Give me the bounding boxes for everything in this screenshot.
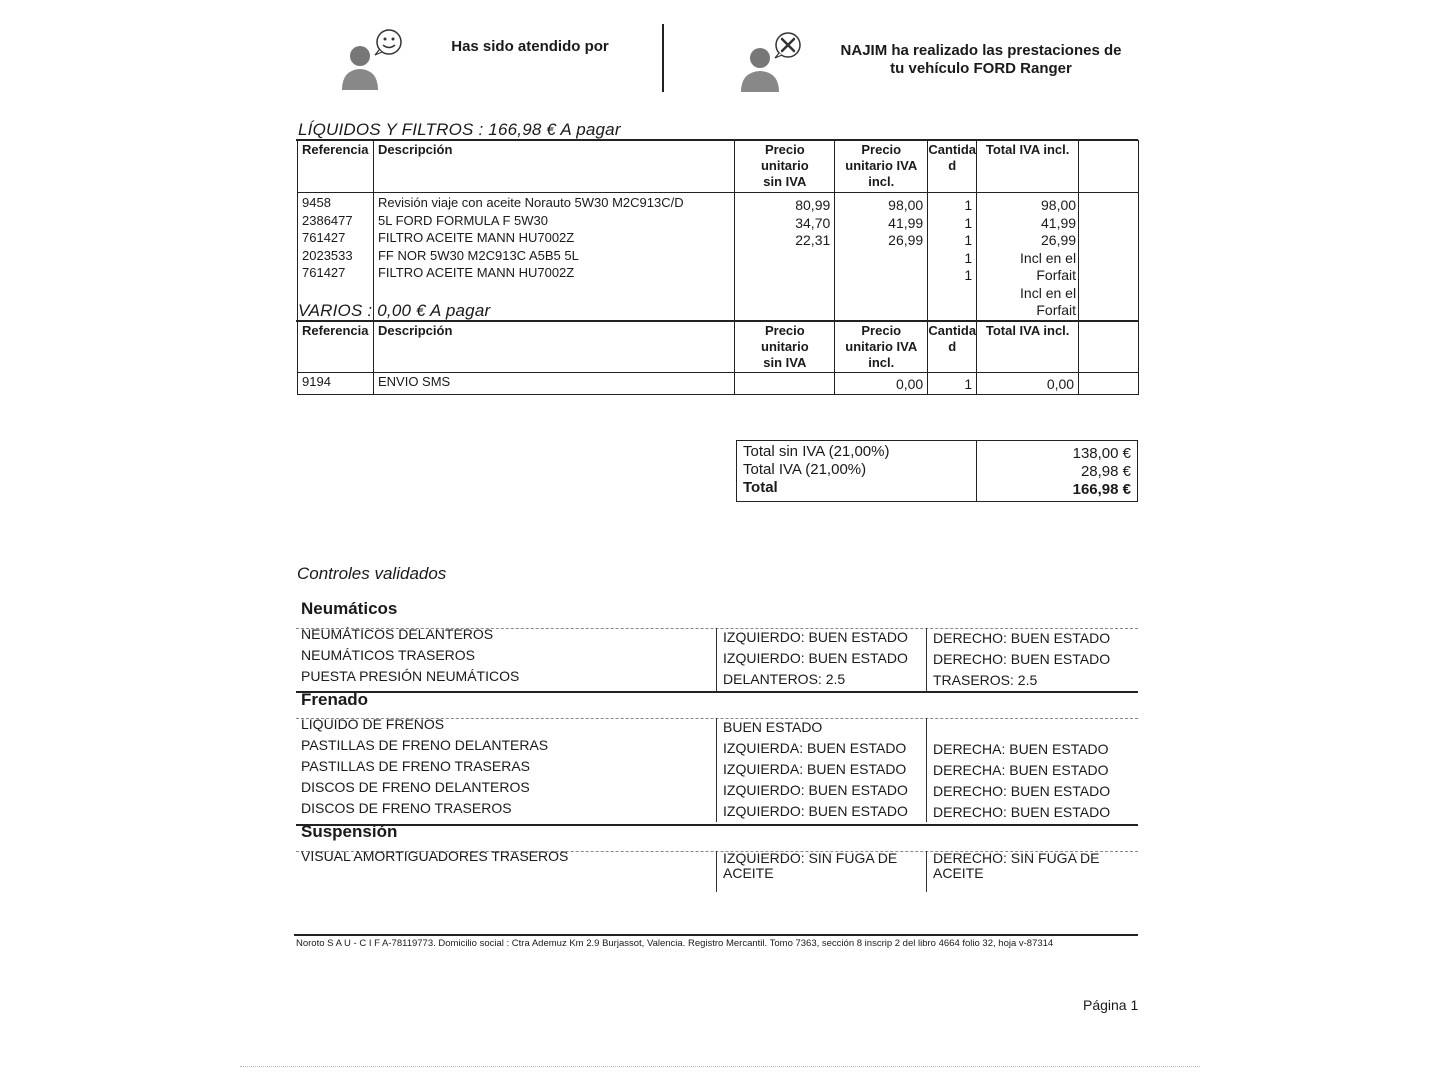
table-cell: ENVIO SMS xyxy=(373,373,734,395)
col-referencia: Referencia xyxy=(298,141,374,193)
col-precio-iva-l3: incl. xyxy=(868,174,895,189)
col-precio-iva-l1: Precio xyxy=(861,323,902,338)
varios-table xyxy=(297,321,1139,395)
control-row-left: IZQUIERDO: BUEN ESTADO xyxy=(723,629,908,645)
control-row-label: VISUAL AMORTIGUADORES TRASEROS xyxy=(301,848,569,864)
control-row-left-line1: IZQUIERDO: SIN FUGA DE xyxy=(723,850,898,866)
control-row-right xyxy=(933,851,1099,881)
table-cell: 9194 xyxy=(298,373,374,395)
header-divider xyxy=(662,24,664,92)
control-row-right: DERECHO: BUEN ESTADO xyxy=(933,804,1111,820)
control-row-label: DISCOS DE FRENO TRASEROS xyxy=(301,800,512,816)
total-sin-iva-value: 138,00 € xyxy=(1072,445,1131,462)
col-precio-iva-l2: unitario IVA xyxy=(845,158,918,173)
table-cell: 41,99 xyxy=(888,214,924,231)
col-empty xyxy=(1079,141,1139,193)
control-row-right: DERECHO: BUEN ESTADO xyxy=(933,630,1111,646)
col-descripcion: Descripción xyxy=(373,322,734,373)
control-row-left xyxy=(723,851,897,881)
total-iva-value: 28,98 € xyxy=(1080,463,1131,480)
column-divider xyxy=(716,851,717,892)
col-precio-iva-l3: incl. xyxy=(868,355,895,370)
table-cell: 9458 xyxy=(302,195,331,210)
col-precio-sin-iva-l2: sin IVA xyxy=(763,355,807,370)
col-cantidad xyxy=(928,322,977,373)
control-row-right: DERECHA: BUEN ESTADO xyxy=(933,741,1109,757)
control-row-right: DERECHO: BUEN ESTADO xyxy=(933,783,1111,799)
table-cell: 2023533 xyxy=(302,247,353,263)
service-text xyxy=(834,42,1128,78)
col-precio-iva-incl xyxy=(835,141,928,193)
service-text-line1: NAJIM ha realizado las prestaciones de xyxy=(840,42,1122,59)
col-cantidad-l2: d xyxy=(948,339,957,354)
control-row-left: IZQUIERDO: BUEN ESTADO xyxy=(723,782,908,798)
table-cell: FILTRO ACEITE MANN HU7002Z xyxy=(377,265,575,280)
table-cell: Incl en el Forfait xyxy=(1020,249,1077,283)
column-divider xyxy=(926,718,927,822)
control-row-right: TRASEROS: 2.5 xyxy=(933,672,1038,688)
column-divider xyxy=(926,628,927,691)
table-cell: 26,99 xyxy=(888,232,924,248)
control-row-right-line1: DERECHO: SIN FUGA DE xyxy=(933,850,1100,866)
table-cell: 34,70 xyxy=(795,214,831,231)
col-precio-sin-iva xyxy=(735,322,835,373)
table-cell: 1 xyxy=(964,267,973,283)
liquidos-cant-cell xyxy=(928,193,977,322)
table-cell: 0,00 xyxy=(977,373,1079,395)
control-row-right: DERECHO: BUEN ESTADO xyxy=(933,651,1111,667)
group-suspension-title: Suspensión xyxy=(301,822,398,841)
col-precio-sin-iva xyxy=(735,141,835,193)
liquidos-pu-sin-cell xyxy=(735,193,835,322)
total-value: 166,98 € xyxy=(1072,481,1131,498)
control-row-label: PASTILLAS DE FRENO DELANTERAS xyxy=(301,737,549,753)
footer-separator xyxy=(294,934,1138,936)
mechanic-person-icon xyxy=(736,28,806,94)
table-cell: 80,99 xyxy=(795,197,831,213)
table-cell xyxy=(1079,373,1139,395)
varios-title: VARIOS : 0,00 € A pagar xyxy=(298,301,491,320)
control-row-label: NEUMÁTICOS TRASEROS xyxy=(301,647,475,663)
control-row-left: IZQUIERDO: BUEN ESTADO xyxy=(723,803,908,819)
control-row-left-line2: ACEITE xyxy=(723,865,774,881)
control-row-label: NEUMÁTICOS DELANTEROS xyxy=(301,626,494,642)
table-cell: 761427 xyxy=(302,265,346,280)
control-row-label: LIQUIDO DE FRENOS xyxy=(301,716,445,732)
control-row-left: IZQUIERDO: BUEN ESTADO xyxy=(723,650,908,666)
control-row-label: PUESTA PRESIÓN NEUMÁTICOS xyxy=(301,668,520,684)
totals-values xyxy=(977,441,1138,502)
control-row-right: DERECHA: BUEN ESTADO xyxy=(933,762,1109,778)
control-row-label: DISCOS DE FRENO DELANTEROS xyxy=(301,779,530,795)
col-cantidad-l1: Cantida xyxy=(928,142,977,157)
controles-title: Controles validados xyxy=(297,564,447,583)
group-separator xyxy=(296,691,1138,693)
column-divider xyxy=(716,718,717,822)
table-cell: 5L FORD FORMULA F 5W30 xyxy=(377,212,548,228)
table-cell: 1 xyxy=(964,232,973,248)
table-cell: 1 xyxy=(928,373,977,395)
table-cell: FILTRO ACEITE MANN HU7002Z xyxy=(377,230,575,245)
table-cell: Incl en el Forfait xyxy=(1020,284,1077,318)
table-cell: 22,31 xyxy=(795,232,831,248)
control-row-left: DELANTEROS: 2.5 xyxy=(723,671,846,687)
totals-table xyxy=(736,440,1138,502)
attended-by-text: Has sido atendido por xyxy=(451,38,609,55)
page-number: Página 1 xyxy=(1083,997,1139,1013)
col-empty xyxy=(1079,322,1139,373)
table-cell: Revisión viaje con aceite Norauto 5W30 M2C913C/D xyxy=(377,195,684,210)
total-label: Total xyxy=(743,479,778,496)
control-row-left: IZQUIERDA: BUEN ESTADO xyxy=(723,761,907,777)
table-cell: 1 xyxy=(964,214,973,231)
totals-labels xyxy=(737,441,977,502)
table-cell: 1 xyxy=(964,249,973,266)
table-cell: 98,00 xyxy=(1041,197,1077,213)
col-precio-iva-incl xyxy=(835,322,928,373)
col-descripcion: Descripción xyxy=(373,141,734,193)
table-cell xyxy=(735,373,835,395)
group-separator xyxy=(296,824,1138,826)
group-frenado-title: Frenado xyxy=(301,690,369,709)
smiley-person-icon xyxy=(338,26,408,92)
col-total-iva: Total IVA incl. xyxy=(977,141,1079,193)
column-divider xyxy=(926,851,927,892)
col-cantidad xyxy=(928,141,977,193)
table-cell: 1 xyxy=(964,197,973,213)
group-neumaticos-title: Neumáticos xyxy=(301,599,398,618)
col-total-iva: Total IVA incl. xyxy=(977,322,1079,373)
table-cell: FF NOR 5W30 M2C913C A5B5 5L xyxy=(377,247,579,263)
service-text-line2: tu vehículo FORD Ranger xyxy=(890,60,1072,77)
col-cantidad-l2: d xyxy=(948,158,957,173)
liquidos-table xyxy=(297,140,1139,322)
table-cell: 2386477 xyxy=(302,212,353,228)
footer-legal-text: Noroto S A U - C I F A-78119773. Domicilio social : Ctra Ademuz Km 2.9 Burjassot, Valencia. Registro Mercantil. Tomo 7363, sección 8 inscrip 2 del libro 4664 folio 32, hoja v-87314 xyxy=(296,938,1054,949)
liquidos-pu-con-cell xyxy=(835,193,928,322)
table-row xyxy=(298,373,1139,395)
column-divider xyxy=(716,628,717,691)
control-row-left: BUEN ESTADO xyxy=(723,719,823,735)
table-cell: 0,00 xyxy=(835,373,928,395)
scan-edge xyxy=(240,1066,1200,1067)
col-precio-sin-iva-l1: Precio unitario xyxy=(761,323,809,354)
col-precio-sin-iva-l2: sin IVA xyxy=(763,174,807,189)
col-referencia: Referencia xyxy=(298,322,374,373)
col-cantidad-l1: Cantida xyxy=(928,323,977,338)
table-cell: 98,00 xyxy=(888,197,924,213)
total-iva-label: Total IVA (21,00%) xyxy=(743,461,867,478)
table-cell: 761427 xyxy=(302,230,346,245)
control-row-right-line2: ACEITE xyxy=(933,865,984,881)
control-row-label: PASTILLAS DE FRENO TRASERAS xyxy=(301,758,530,774)
liquidos-title: LÍQUIDOS Y FILTROS : 166,98 € A pagar xyxy=(298,120,621,139)
col-precio-sin-iva-l1: Precio unitario xyxy=(760,142,809,173)
col-precio-iva-l2: unitario IVA xyxy=(845,339,918,354)
table-cell: 41,99 xyxy=(1041,214,1077,231)
table-cell: 26,99 xyxy=(1041,232,1077,248)
control-row-left: IZQUIERDA: BUEN ESTADO xyxy=(723,740,907,756)
col-precio-iva-l1: Precio xyxy=(861,142,902,157)
liquidos-total-cell xyxy=(977,193,1079,322)
total-sin-iva-label: Total sin IVA (21,00%) xyxy=(743,443,890,460)
liquidos-empty-cell xyxy=(1079,193,1139,322)
